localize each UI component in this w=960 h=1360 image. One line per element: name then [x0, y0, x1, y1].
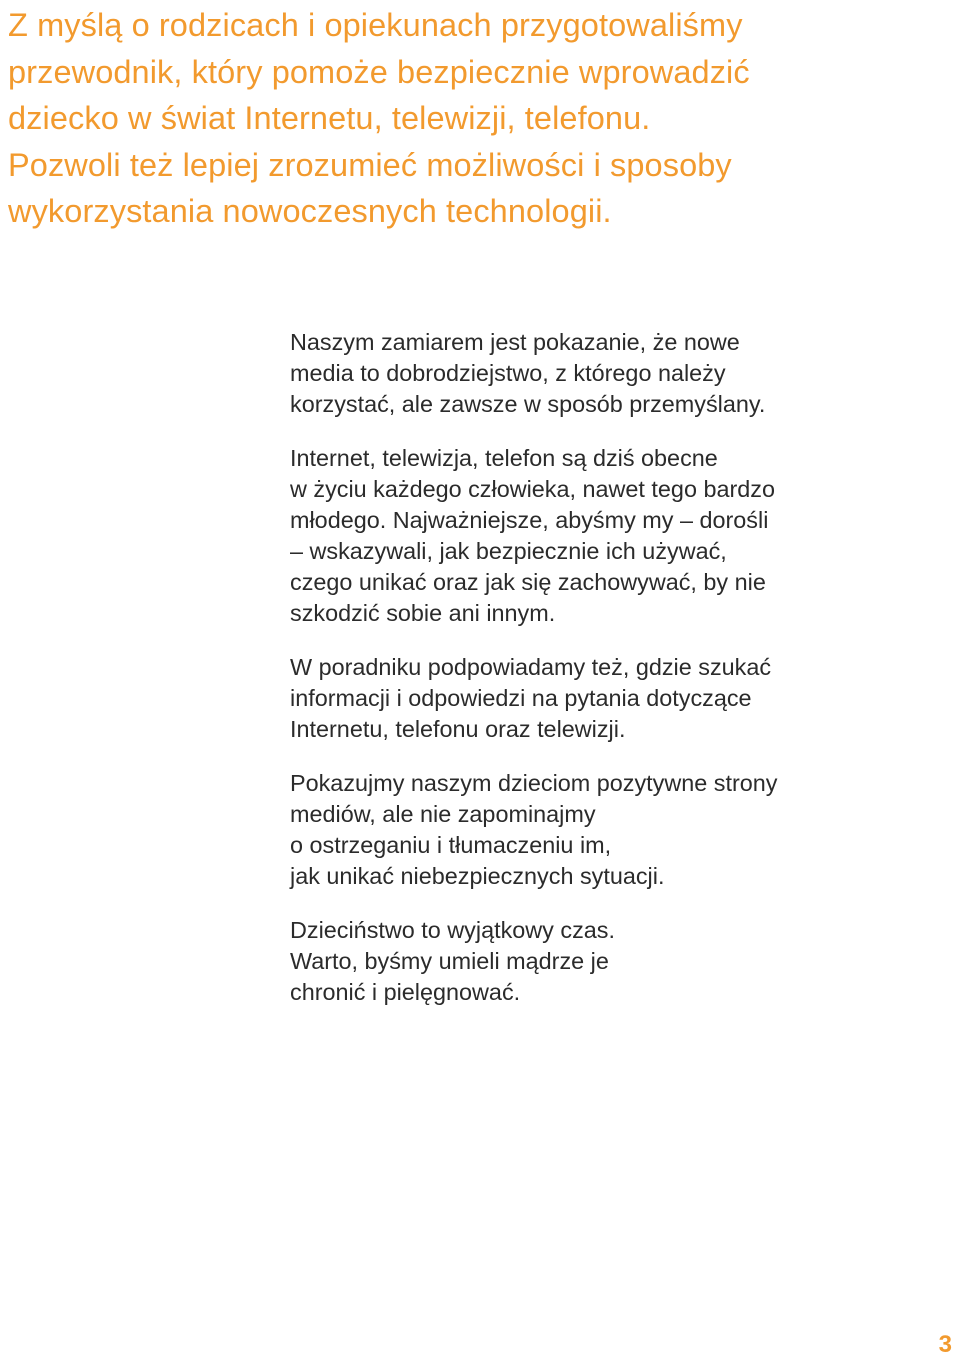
intro-line: przewodnik, który pomoże bezpiecznie wprowadzić [8, 53, 750, 90]
intro-line: dziecko w świat Internetu, telewizji, telefonu. [8, 100, 651, 136]
paragraph-line: Dzieciństwo to wyjątkowy czas. [290, 917, 615, 943]
intro-line: Z myślą o rodzicach i opiekunach przygotowaliśmy [8, 7, 743, 43]
paragraph-line: o ostrzeganiu i tłumaczeniu im, [290, 832, 612, 858]
paragraph-line: media to dobrodziejstwo, z którego należy [290, 360, 726, 386]
paragraph-line: Warto, byśmy umieli mądrze je [290, 948, 609, 974]
paragraph-line: chronić i pielęgnować. [290, 979, 521, 1005]
paragraph-media-presence [290, 443, 940, 629]
page-number: 3 [938, 1331, 952, 1358]
paragraph-line: mediów, ale nie zapominajmy [290, 801, 596, 827]
paragraph-line: szkodzić sobie ani innym. [290, 600, 556, 626]
paragraph-line: informacji i odpowiedzi na pytania dotyczące [290, 685, 752, 711]
intro-heading [8, 2, 948, 235]
paragraph-line: czego unikać oraz jak się zachowywać, by nie [290, 569, 766, 595]
paragraph-line: W poradniku podpowiadamy też, gdzie szukać [290, 654, 772, 680]
intro-line: wykorzystania nowoczesnych technologii. [8, 193, 612, 229]
paragraph-childhood [290, 915, 940, 1008]
paragraph-line: jak unikać niebezpiecznych sytuacji. [290, 863, 665, 889]
paragraph-line: – wskazywali, jak bezpiecznie ich używać, [290, 538, 727, 564]
paragraph-positive-sides [290, 768, 940, 892]
paragraph-line: korzystać, ale zawsze w sposób przemyślany. [290, 391, 766, 417]
paragraph-line: Internetu, telefonu oraz telewizji. [290, 716, 626, 742]
paragraph-intention [290, 327, 940, 420]
paragraph-line: Naszym zamiarem jest pokazanie, że nowe [290, 329, 740, 355]
paragraph-line: w życiu każdego człowieka, nawet tego bardzo [290, 476, 775, 502]
paragraph-line: młodego. Najważniejsze, abyśmy my – dorośli [290, 507, 769, 533]
paragraph-line: Pokazujmy naszym dzieciom pozytywne strony [290, 770, 778, 796]
body-text [290, 327, 940, 1031]
paragraph-line: Internet, telewizja, telefon są dziś obecne [290, 445, 718, 471]
paragraph-guide-tips [290, 652, 940, 745]
intro-line: Pozwoli też lepiej zrozumieć możliwości i sposoby [8, 146, 732, 183]
